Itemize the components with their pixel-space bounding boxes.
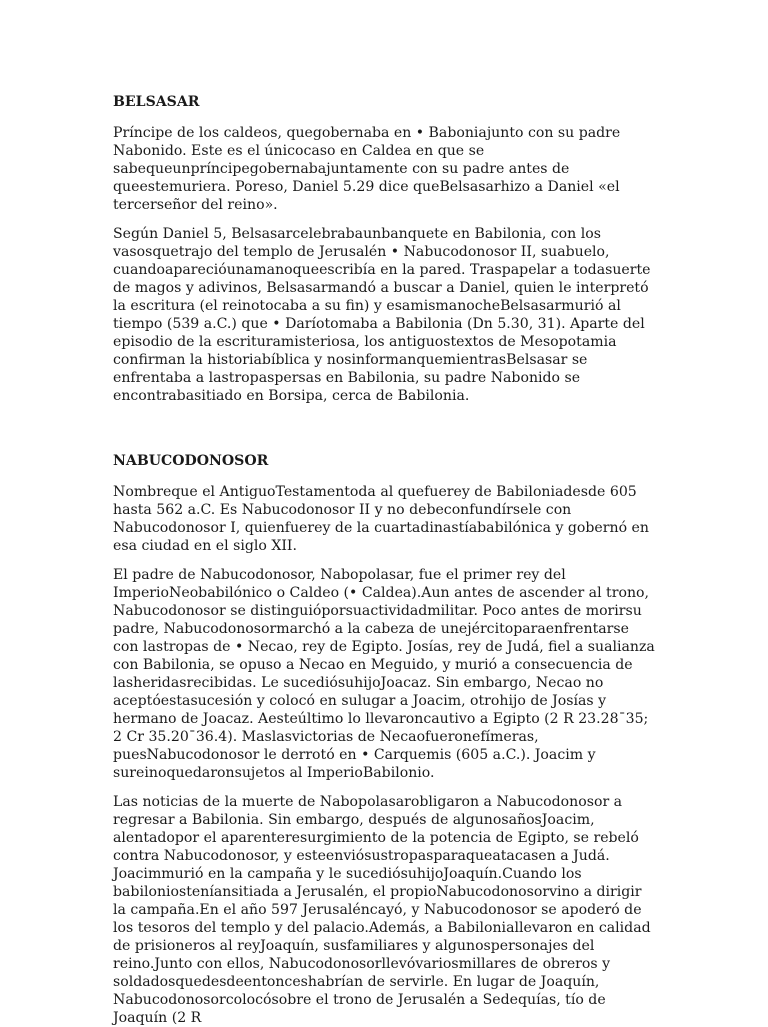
section-belsasar (113, 93, 658, 405)
section-nabucodonosor (113, 452, 658, 1027)
section-heading: NABUCODONOSOR (113, 453, 269, 469)
paragraph: El padre de Nabucodonosor, Nabopolasar, fue el primer rey del ImperioNeobabilónico o Caldeo (• Caldea).Aun antes de ascender al trono, Nabucodonosor se distinguióporsuactividadmilitar. Poco antes de morirsu padre, Nabucodonosormarchó a la cabeza de unejércitoparaenfrentarse con lastropas de • Necao, rey de Egipto. Josías, rey de Judá, fiel a sualianza con Babilonia, se opuso a Necao en Meguido, y murió a consecuencia de lasheridasrecibidas. Le sucediósuhijoJoacaz. Sin embargo, Necao no aceptóestasucesión y colocó en sulugar a Joacim, otrohijo de Josías y hermano de Joacaz. Aesteúltimo lo llevaroncautivo a Egipto (2 R 23.28¯35; 2 Cr 35.20¯36.4). Maslasvictorias de Necaofueronefímeras, puesNabucodonosor le derrotó en • Carquemis (605 a.C.). Joacim y sureinoquedaronsujetos al ImperioBabilonio. (113, 567, 655, 781)
paragraph: Nombreque el AntiguoTestamentoda al quefuerey de Babiloniadesde 605 hasta 562 a.C. Es Nabucodonosor II y no debeconfundírsele con Nabucodonosor I, quienfuerey de la cuartadinastíababilónica y gobernó en esa ciudad en el siglo XII. (113, 484, 649, 554)
section-heading: BELSASAR (113, 94, 200, 110)
paragraph: Según Daniel 5, Belsasarcelebrabaunbanquete en Babilonia, con los vasosquetrajo del templo de Jerusalén • Nabucodonosor II, suabuelo, cuandoaparecióunamanoqueescribía en la pared. Traspapelar a todasuerte de magos y adivinos, Belsasarmandó a buscar a Daniel, quien le interpretó la escritura (el reinotocaba a su fin) y esamismanocheBelsasarmurió al tiempo (539 a.C.) que • Daríotomaba a Babilonia (Dn 5.30, 31). Aparte del episodio de la escrituramisteriosa, los antiguostextos de Mesopotamia confirman la historiabíblica y nosinformanquemientrasBelsasar se enfrentaba a lastropaspersas en Babilonia, su padre Nabonido se encontrabasitiado en Borsipa, cerca de Babilonia. (113, 226, 651, 404)
paragraph: Príncipe de los caldeos, quegobernaba en • Baboniajunto con su padre Nabonido. Este es el únicocaso en Caldea en que se sabequeunpríncipegobernabajuntamente con su padre antes de queestemuriera. Poreso, Daniel 5.29 dice queBelsasarhizo a Daniel «el tercerseñor del reino». (113, 125, 621, 213)
paragraph: Las noticias de la muerte de Nabopolasarobligaron a Nabucodonosor a regresar a Babilonia. Sin embargo, después de algunosañosJoacim, alentadopor el aparenteresurgimiento de la potencia de Egipto, se rebeló contra Nabucodonosor, y esteenviósustropasparaqueatacasen a Judá. Joacimmurió en la campaña y le sucediósuhijoJoaquín.Cuando los babiloniosteníansitiada a Jerusalén, el propioNabucodonosorvino a dirigir la campaña.En el año 597 Jerusaléncayó, y Nabucodonosor se apoderó de los tesoros del templo y del palacio.Además, a Babiloniallevaron en calidad de prisioneros al reyJoaquín, susfamiliares y algunospersonajes del reino.Junto con ellos, Nabucodonosorllevóvariosmillares de obreros y soldadosquedesdeentonceshabrían de servirle. En lugar de Joaquín, Nabucodonosorcolocósobre el trono de Jerusalén a Sedequías, tío de Joaquín (2 R (113, 794, 651, 1026)
document-page (113, 88, 658, 1027)
